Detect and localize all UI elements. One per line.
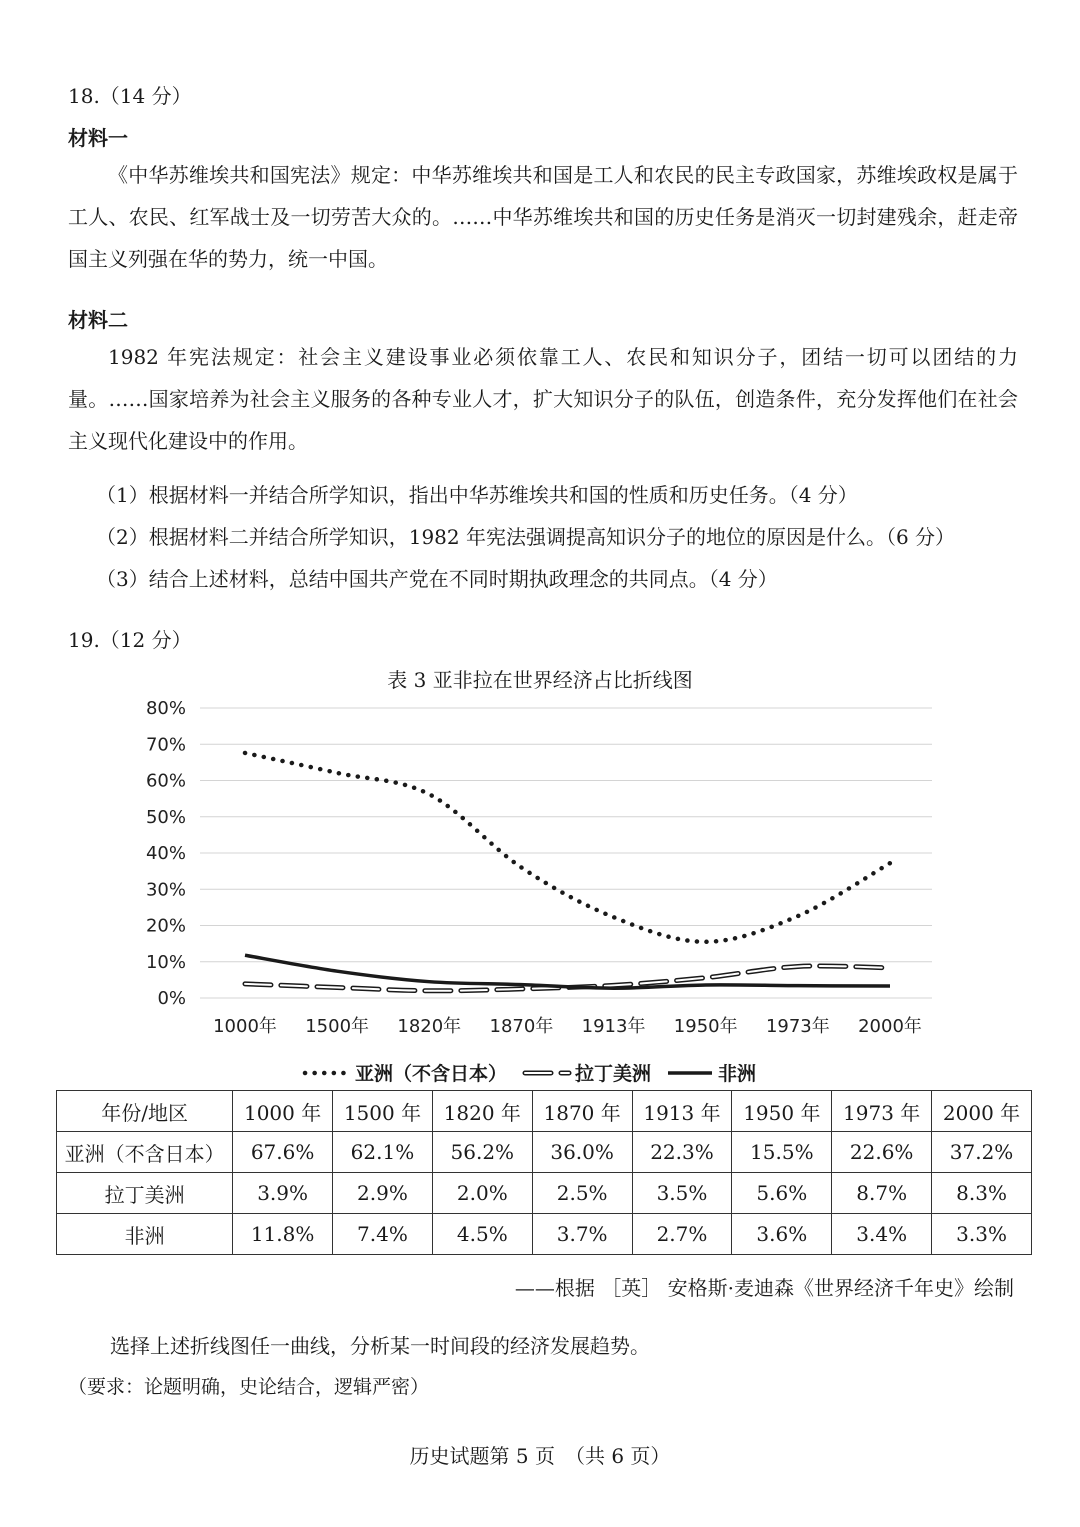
table-row [57, 1214, 1032, 1255]
table-row [57, 1132, 1032, 1173]
x-tick-label: 1973年 [765, 1016, 830, 1037]
table-cell: 15.5% [732, 1132, 832, 1173]
row-label-cell: 非洲 [57, 1214, 233, 1255]
material1-text [68, 154, 1018, 280]
x-axis-ticks [213, 1015, 922, 1037]
table-cell: 67.6% [233, 1132, 333, 1173]
row-label-cell: 年份/地区 [57, 1091, 233, 1132]
table-cell: 4.5% [432, 1214, 532, 1255]
x-tick-label: 1913年 [581, 1016, 646, 1037]
material2-paragraph: 1982 年宪法规定：社会主义建设事业必须依靠工人、农民和知识分子，团结一切可以团结的力量。……国家培养为社会主义服务的各种专业人才，扩大知识分子的队伍，创造条件，充分发挥他们在社会主义现代化建设中的作用。 [68, 345, 1018, 453]
y-tick-label: 20% [145, 915, 186, 937]
table-cell: 37.2% [932, 1132, 1032, 1173]
table-cell: 1500 年 [333, 1091, 433, 1132]
table-cell: 2.9% [333, 1173, 433, 1214]
table-cell: 1950 年 [732, 1091, 832, 1132]
series-line-2 [245, 955, 890, 988]
q18-question-2: （2）根据材料二并结合所学知识，1982 年宪法强调提高知识分子的地位的原因是什么。（6 分） [96, 525, 956, 549]
chart-legend [305, 1062, 756, 1085]
x-tick-label: 1820年 [397, 1016, 462, 1037]
table-cell: 3.6% [732, 1214, 832, 1255]
material2-title: 材料二 [68, 308, 128, 332]
table-cell: 2.0% [432, 1173, 532, 1214]
y-tick-label: 70% [145, 734, 186, 756]
table-cell: 1820 年 [432, 1091, 532, 1132]
table-cell: 1000 年 [233, 1091, 333, 1132]
table-cell: 2.5% [532, 1173, 632, 1214]
chart-title: 表 3 亚非拉在世界经济占比折线图 [387, 668, 693, 692]
table-cell: 3.5% [632, 1173, 732, 1214]
table-cell: 62.1% [333, 1132, 433, 1173]
data-table [56, 1090, 1032, 1255]
q19-number: 19.（12 分） [68, 628, 192, 652]
q18-questions [96, 474, 955, 600]
q19-requirement: （要求：论题明确，史论结合，逻辑严密） [68, 1376, 430, 1398]
row-label-cell: 拉丁美洲 [57, 1173, 233, 1214]
table-cell: 8.7% [832, 1173, 932, 1214]
table-cell: 1973 年 [832, 1091, 932, 1132]
table-cell: 56.2% [432, 1132, 532, 1173]
legend-label: 非洲 [718, 1063, 757, 1085]
y-tick-label: 60% [145, 770, 186, 792]
page-footer: 历史试题第 5 页 （共 6 页） [409, 1444, 671, 1468]
y-tick-label: 30% [145, 879, 186, 901]
table-cell: 2.7% [632, 1214, 732, 1255]
table-cell: 36.0% [532, 1132, 632, 1173]
q18-question-1: （1）根据材料一并结合所学知识，指出中华苏维埃共和国的性质和历史任务。（4 分） [96, 483, 858, 507]
table-cell: 22.6% [832, 1132, 932, 1173]
x-tick-label: 1500年 [305, 1016, 370, 1037]
y-tick-label: 80% [145, 698, 186, 719]
chart-gridlines [200, 708, 932, 998]
table-header-row [57, 1091, 1032, 1132]
x-tick-label: 1950年 [673, 1016, 738, 1037]
y-tick-label: 40% [145, 843, 186, 864]
table-cell: 3.7% [532, 1214, 632, 1255]
legend-label: 亚洲（不含日本） [355, 1063, 508, 1085]
y-tick-label: 50% [145, 806, 186, 828]
table-row [57, 1173, 1032, 1214]
table-cell: 22.3% [632, 1132, 732, 1173]
material1-paragraph: 《中华苏维埃共和国宪法》规定：中华苏维埃共和国是工人和农民的民主专政国家，苏维埃政权是属于工人、农民、红军战士及一切劳苦大众的。……中华苏维埃共和国的历史任务是消灭一切封建残余，赶走帝国主义列强在华的势力，统一中国。 [68, 163, 1018, 271]
table-cell: 11.8% [233, 1214, 333, 1255]
x-tick-label: 1000年 [213, 1016, 277, 1037]
table-cell: 3.3% [932, 1214, 1032, 1255]
line-chart [0, 690, 1080, 1090]
table-cell: 1913 年 [632, 1091, 732, 1132]
q18-number: 18.（14 分） [68, 84, 192, 108]
table-cell: 3.4% [832, 1214, 932, 1255]
material2-text [68, 336, 1018, 462]
table-cell: 5.6% [732, 1173, 832, 1214]
table-cell: 7.4% [333, 1214, 433, 1255]
y-tick-label: 10% [145, 951, 186, 973]
y-tick-label: 0% [157, 988, 186, 1009]
x-tick-label: 2000年 [858, 1016, 922, 1037]
table-cell: 8.3% [932, 1173, 1032, 1214]
chart-series [245, 753, 890, 991]
table-cell: 3.9% [233, 1173, 333, 1214]
material1-title: 材料一 [68, 126, 128, 150]
table-source: ——根据 ［英］ 安格斯·麦迪森《世界经济千年史》绘制 [514, 1276, 1014, 1300]
q19-task: 选择上述折线图任一曲线，分析某一时间段的经济发展趋势。 [110, 1334, 650, 1358]
row-label-cell: 亚洲（不含日本） [57, 1132, 233, 1173]
series-line-0 [245, 753, 890, 942]
legend-label: 拉丁美洲 [575, 1063, 652, 1085]
table-cell: 2000 年 [932, 1091, 1032, 1132]
table-cell: 1870 年 [532, 1091, 632, 1132]
q18-question-3: （3）结合上述材料，总结中国共产党在不同时期执政理念的共同点。（4 分） [96, 567, 778, 591]
y-axis-ticks [146, 698, 186, 1009]
x-tick-label: 1870年 [489, 1016, 554, 1037]
